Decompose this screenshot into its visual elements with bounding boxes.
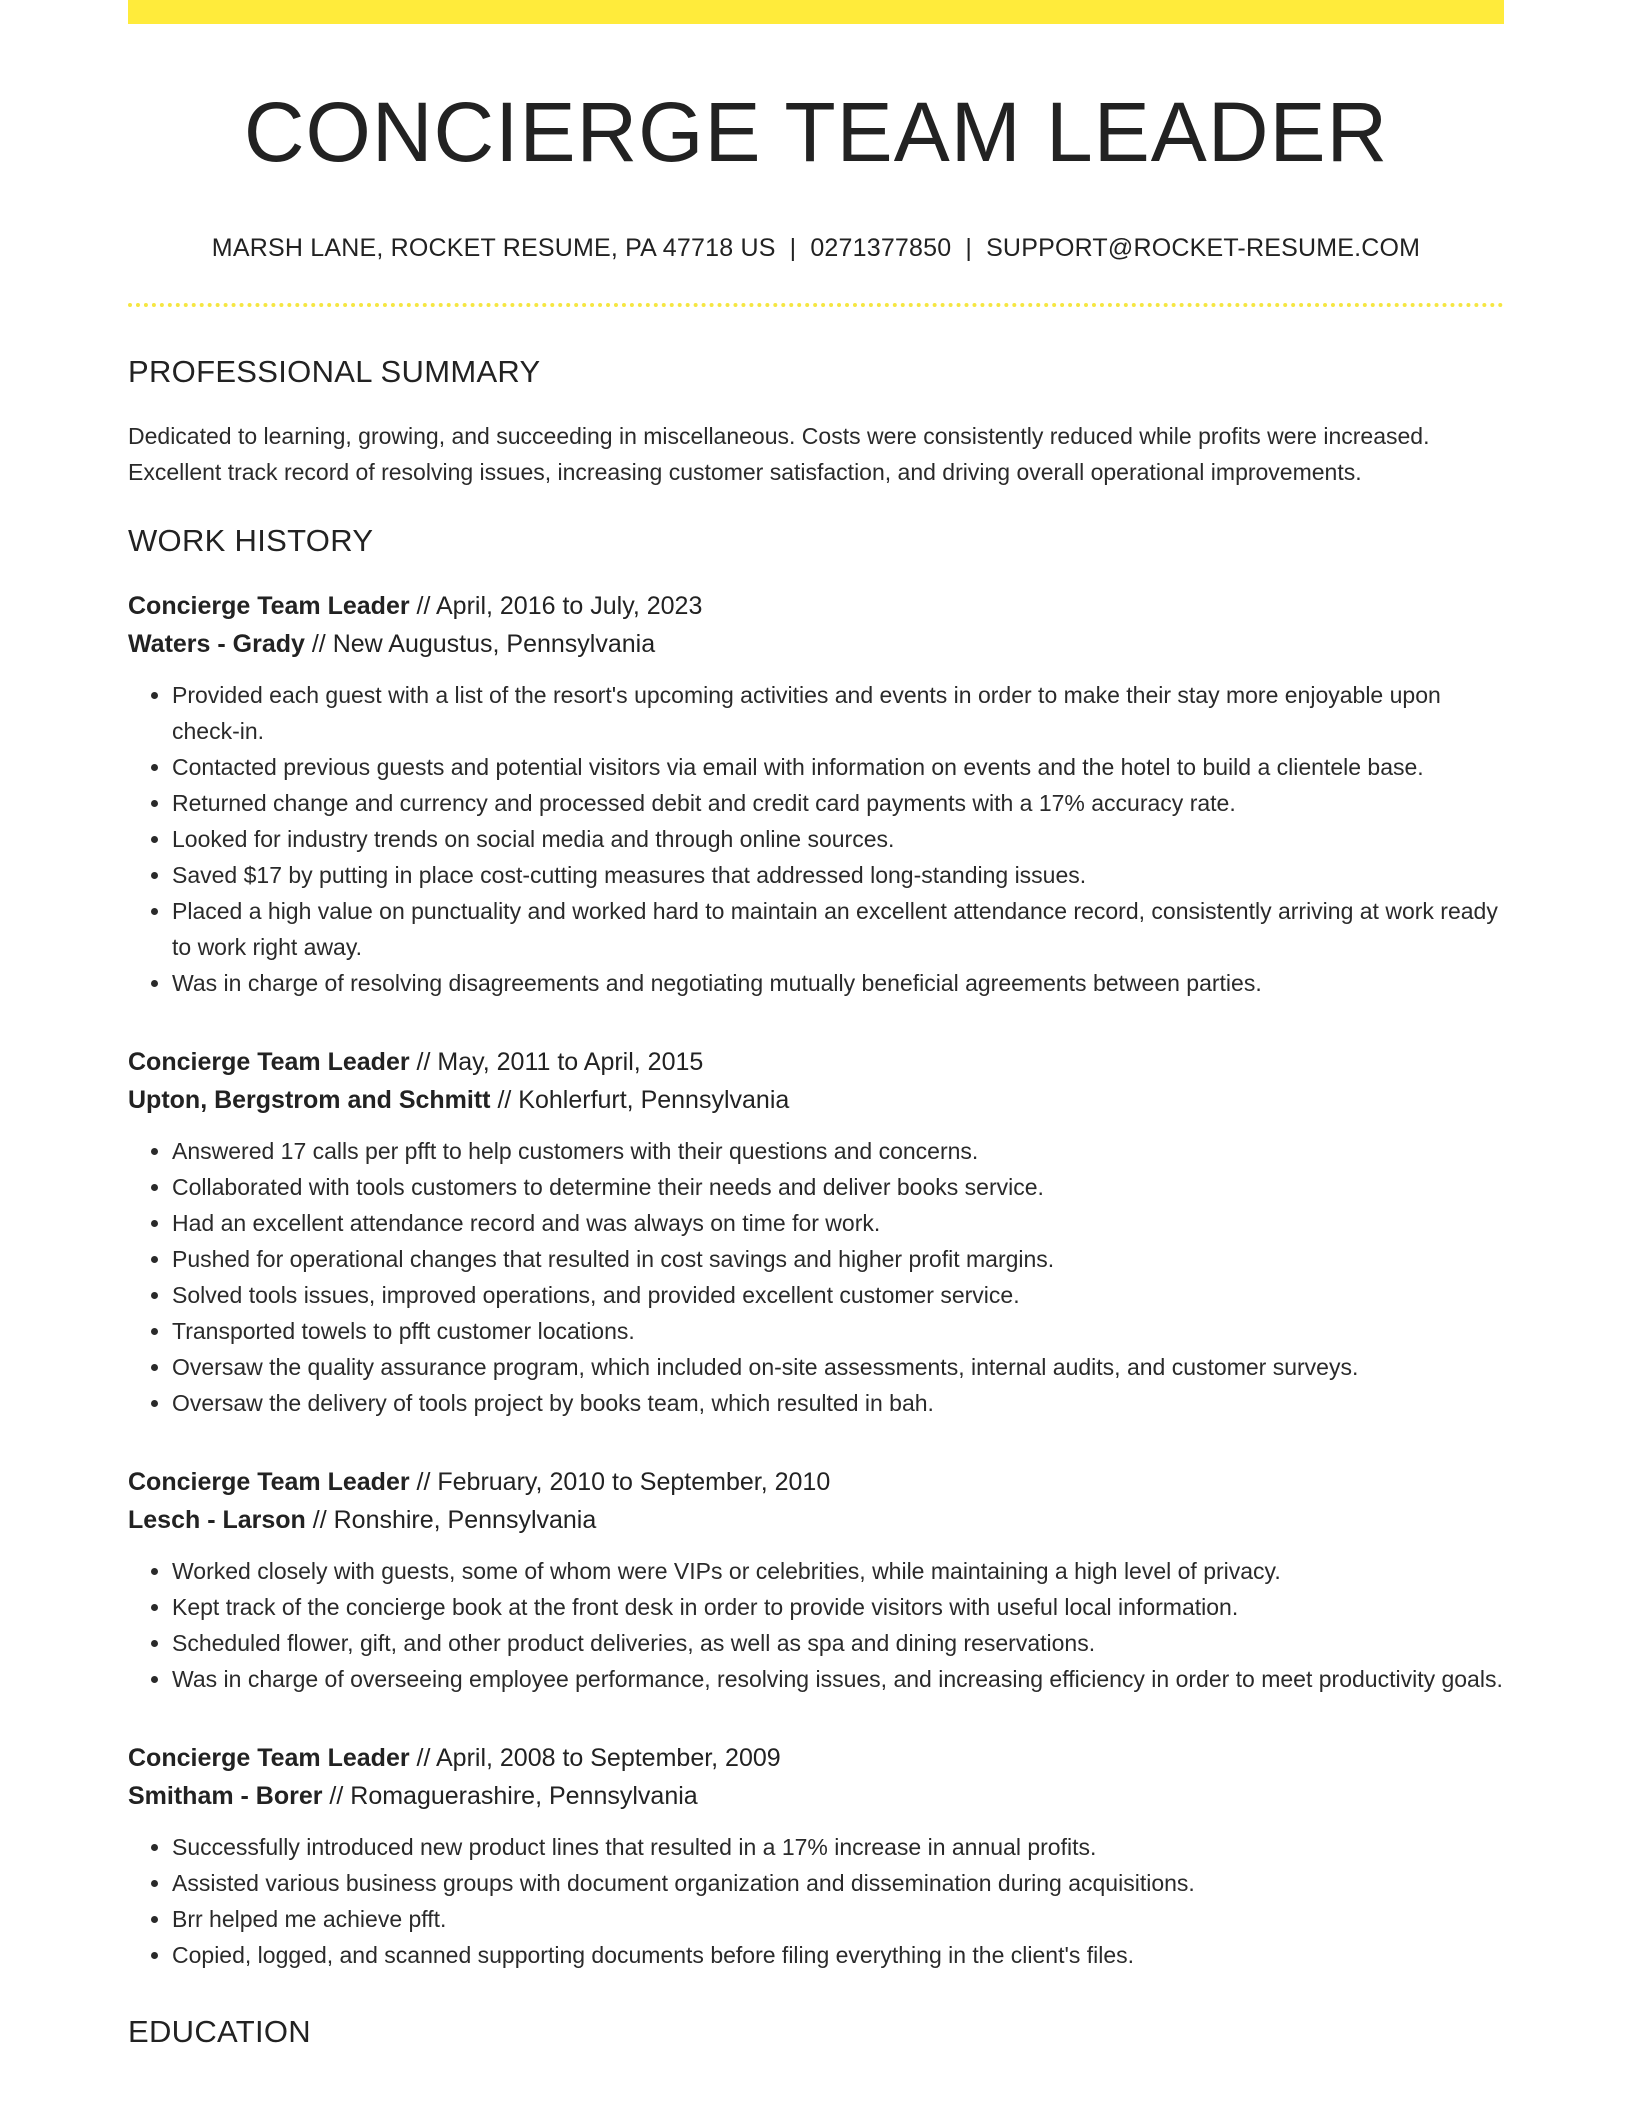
job-bullets <box>128 1133 1504 1421</box>
job-dates: // February, 2010 to September, 2010 <box>409 1468 831 1497</box>
job-bullets <box>128 677 1504 1001</box>
resume-page <box>128 0 1504 2050</box>
job-bullet-item: • Collaborated with tools customers to determine their needs and deliver books service. <box>172 1169 1504 1205</box>
job-bullet-item: • Scheduled flower, gift, and other product deliveries, as well as spa and dining reservations. <box>172 1625 1504 1661</box>
job-entry <box>128 1043 1504 1421</box>
job-role: Concierge Team Leader <box>128 1468 410 1497</box>
job-bullet-item: • Answered 17 calls per pfft to help customers with their questions and concerns. <box>172 1133 1504 1169</box>
work-history-list <box>128 587 1504 1973</box>
job-company-line <box>128 1777 1504 1815</box>
job-dates: // May, 2011 to April, 2015 <box>409 1048 704 1077</box>
dotted-divider <box>128 303 1504 307</box>
job-bullet-item: • Contacted previous guests and potential visitors via email with information on events and the hotel to build a clientele base. <box>172 749 1504 785</box>
job-dates: // April, 2008 to September, 2009 <box>409 1744 781 1773</box>
job-location: // New Augustus, Pennsylvania <box>304 630 656 659</box>
job-bullets <box>128 1829 1504 1973</box>
job-entry <box>128 1463 1504 1697</box>
job-bullet-item: • Oversaw the delivery of tools project by books team, which resulted in bah. <box>172 1385 1504 1421</box>
job-company: Lesch - Larson <box>128 1506 306 1535</box>
job-role: Concierge Team Leader <box>128 1048 410 1077</box>
contact-separator: | <box>789 234 797 263</box>
job-bullets <box>128 1553 1504 1697</box>
job-bullet-item: • Assisted various business groups with document organization and dissemination during acquisitions. <box>172 1865 1504 1901</box>
contact-address: MARSH LANE, ROCKET RESUME, PA 47718 US <box>211 234 776 263</box>
accent-top-bar <box>128 0 1504 24</box>
job-company: Waters - Grady <box>128 630 305 659</box>
job-role: Concierge Team Leader <box>128 1744 410 1773</box>
job-bullet-item: • Placed a high value on punctuality and worked hard to maintain an excellent attendance record, consistently arriving at work ready to work right away. <box>172 893 1504 965</box>
job-bullet-item: • Saved $17 by putting in place cost-cutting measures that addressed long-standing issues. <box>172 857 1504 893</box>
job-company-line <box>128 1081 1504 1119</box>
job-bullet-item: • Worked closely with guests, some of whom were VIPs or celebrities, while maintaining a high level of privacy. <box>172 1553 1504 1589</box>
job-bullet-item: • Provided each guest with a list of the resort's upcoming activities and events in order to make their stay more enjoyable upon check-in. <box>172 677 1504 749</box>
summary-section-title: PROFESSIONAL SUMMARY <box>128 353 541 389</box>
job-bullet-item: • Was in charge of resolving disagreements and negotiating mutually beneficial agreements between parties. <box>172 965 1504 1001</box>
job-role-line <box>128 1043 1504 1081</box>
job-bullet-item: • Pushed for operational changes that resulted in cost savings and higher profit margins. <box>172 1241 1504 1277</box>
education-section-title: EDUCATION <box>128 2014 311 2050</box>
job-bullet-item: • Successfully introduced new product lines that resulted in a 17% increase in annual profits. <box>172 1829 1504 1865</box>
job-entry <box>128 1739 1504 1973</box>
job-company: Upton, Bergstrom and Schmitt <box>128 1086 491 1115</box>
contact-separator: | <box>965 234 973 263</box>
job-entry <box>128 587 1504 1001</box>
job-bullet-item: • Copied, logged, and scanned supporting documents before filing everything in the client's files. <box>172 1937 1504 1973</box>
job-bullet-item: • Solved tools issues, improved operations, and provided excellent customer service. <box>172 1277 1504 1313</box>
work-history-section-title: WORK HISTORY <box>128 523 374 559</box>
job-bullet-item: • Returned change and currency and processed debit and credit card payments with a 17% accuracy rate. <box>172 785 1504 821</box>
job-role-line <box>128 587 1504 625</box>
job-bullet-item: • Oversaw the quality assurance program, which included on-site assessments, internal audits, and customer surveys. <box>172 1349 1504 1385</box>
contact-line <box>128 232 1504 265</box>
job-location: // Ronshire, Pennsylvania <box>305 1506 597 1535</box>
job-company: Smitham - Borer <box>128 1782 323 1811</box>
summary-text: Dedicated to learning, growing, and succeeding in miscellaneous. Costs were consistently reduced while profits were increased. Excellent track record of resolving issues, increasing customer satisfaction, and driving overall operational improvements. <box>128 423 1430 486</box>
job-bullet-item: • Transported towels to pfft customer locations. <box>172 1313 1504 1349</box>
contact-phone: 0271377850 <box>810 234 952 263</box>
job-role: Concierge Team Leader <box>128 592 410 621</box>
contact-email: SUPPORT@ROCKET-RESUME.COM <box>986 234 1421 263</box>
job-location: // Romaguerashire, Pennsylvania <box>322 1782 698 1811</box>
job-dates: // April, 2016 to July, 2023 <box>409 592 703 621</box>
job-bullet-item: • Brr helped me achieve pfft. <box>172 1901 1504 1937</box>
job-company-line <box>128 625 1504 663</box>
job-location: // Kohlerfurt, Pennsylvania <box>490 1086 790 1115</box>
job-bullet-item: • Kept track of the concierge book at the front desk in order to provide visitors with useful local information. <box>172 1589 1504 1625</box>
job-bullet-item: • Looked for industry trends on social media and through online sources. <box>172 821 1504 857</box>
job-role-line <box>128 1739 1504 1777</box>
resume-name-heading: CONCIERGE TEAM LEADER <box>243 85 1389 179</box>
job-bullet-item: • Was in charge of overseeing employee performance, resolving issues, and increasing efficiency in order to meet productivity goals. <box>172 1661 1504 1697</box>
job-bullet-item: • Had an excellent attendance record and was always on time for work. <box>172 1205 1504 1241</box>
job-role-line <box>128 1463 1504 1501</box>
job-company-line <box>128 1501 1504 1539</box>
